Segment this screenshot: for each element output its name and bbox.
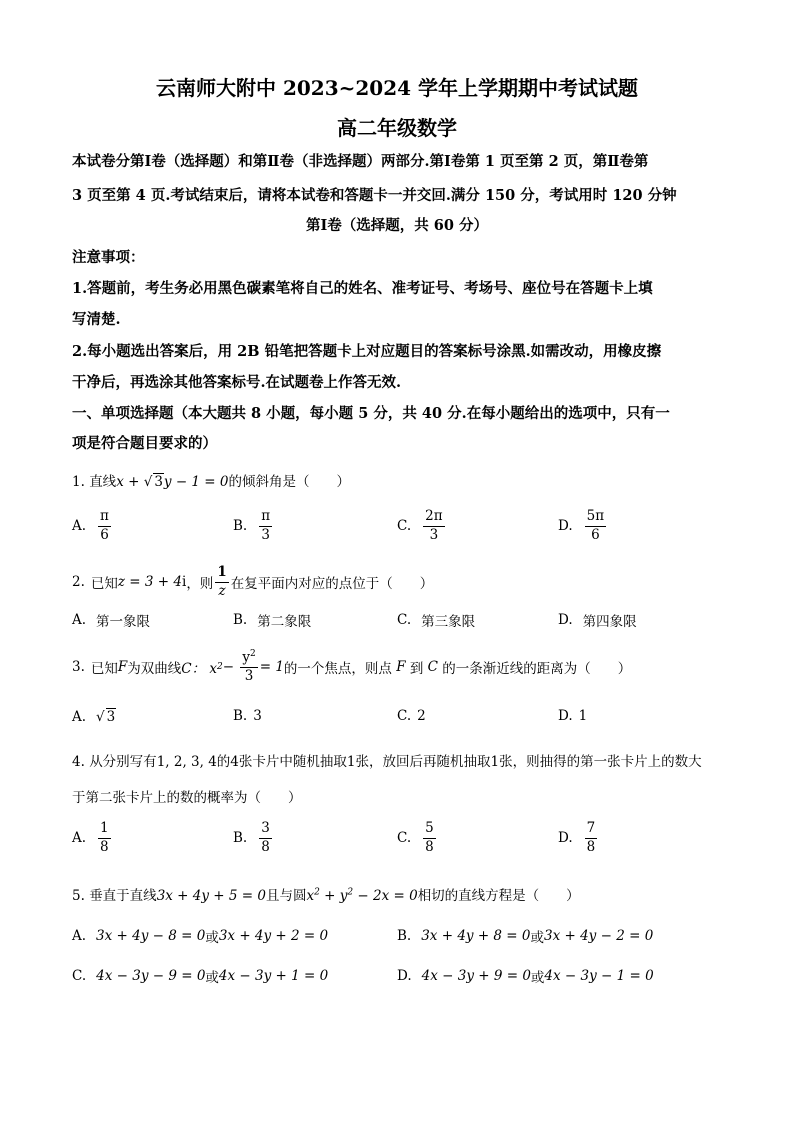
fraction: $\frac{2\pi}{3}$ — [425, 508, 443, 543]
point-F: F — [117, 658, 128, 675]
q5-option-d: D. 4x − 3y + 9 = 0 或 4x − 3y − 1 = 0 — [397, 968, 654, 986]
fraction: $\frac{3}{8}$ — [261, 820, 270, 855]
question-1-number: 1. — [72, 474, 85, 490]
q4-option-b: B. $\frac{3}{8}$ — [233, 820, 270, 855]
hyperbola-equation: C： x 2 − $\frac{y^2}{3}$ = 1 — [181, 649, 284, 684]
q3-option-c: C. 2 — [397, 708, 426, 724]
question-2-pre: 已知 — [90, 576, 118, 592]
exam-subtitle: 高二年级数学 — [337, 116, 457, 140]
question-1 — [72, 470, 350, 490]
q2-option-d: D. 第四象限 — [558, 612, 637, 630]
fraction: $\frac{7}{8}$ — [586, 820, 596, 855]
q5-option-b: B. 3x + 4y + 8 = 0 或 3x + 4y − 2 = 0 — [397, 928, 654, 946]
intro-line-2: 3 页至第 4 页.考试结束后，请将本试卷和答题卡一并交回.满分 150 分，考试用时 120 分钟 — [72, 187, 677, 204]
question-2-number: 2. — [72, 574, 85, 590]
question-5: 5. 垂直于直线3x + 4y + 5 = 0且与圆$x^2 + y^2 - 2x = 0$相切的直线方程是（ ） — [72, 887, 580, 904]
q5-option-c: C. 4x − 3y − 9 = 0 或 4x − 3y + 1 = 0 — [72, 968, 329, 986]
q4-option-c: C. $\frac{5}{8}$ — [397, 820, 434, 855]
q1-option-c: C. $\frac{2\pi}{3}$ — [397, 508, 443, 543]
question-2-mid: ，则 — [186, 576, 214, 592]
q5-option-a: A. 3x + 4y − 8 = 0 或 3x + 4y + 2 = 0 — [72, 928, 329, 946]
question-1-equation: x + √ 3y − 1 = 0 — [116, 474, 229, 490]
intro-line-1: 本试卷分第Ⅰ卷（选择题）和第Ⅱ卷（非选择题）两部分.第Ⅰ卷第 1 页至第 2 页，第Ⅱ卷第 — [72, 153, 649, 170]
question-4-line-2: 于第二张卡片上的数的概率为（ ） — [72, 790, 302, 806]
fraction: $\frac{5}{8}$ — [425, 820, 434, 855]
note-2-line-1: 2.每小题选出答案后，用 2B 铅笔把答题卡上对应题目的答案标号涂黑.如需改动，用橡皮擦 — [72, 343, 662, 360]
question-1-pre: 直线 — [89, 474, 117, 490]
section-1-line-2: 项是符合题目要求的） — [72, 435, 217, 452]
fraction: $\frac{\pi}{3}$ — [261, 508, 271, 543]
question-5-number: 5. — [72, 888, 85, 904]
question-4-line-1: 4. 从分别写有1, 2, 3, 4的4张卡片中随机抽取1张，放回后再随机抽取1张，则抽得的第一张卡片上的数大 — [72, 754, 702, 770]
note-1-line-2: 写清楚. — [72, 311, 121, 328]
q3-option-a: A. √ 3 — [72, 708, 116, 725]
q1-option-a: A. $\frac{\pi}{6}$ — [72, 508, 109, 543]
question-2-post: 在复平面内对应的点位于（ ） — [230, 576, 434, 592]
circle-equation: $x^2 + y^2 - 2x = 0$ — [306, 887, 418, 904]
fraction-one-over-z: $\frac{1}{z}$ — [217, 564, 227, 599]
fraction: $\frac{1}{8}$ — [100, 820, 109, 855]
question-2-z-def: z = 3 + 4i — [117, 574, 187, 590]
part-title: 第Ⅰ卷（选择题，共 60 分） — [305, 217, 489, 234]
question-1-post: 的倾斜角是（ ） — [228, 474, 350, 490]
question-4-number: 4. — [72, 754, 85, 770]
exam-title: 云南师大附中 2023~2024 学年上学期期中考试试题 — [155, 76, 638, 100]
q3-option-b: B. 3 — [233, 708, 262, 724]
given-line: 3x + 4y + 5 = 0 — [156, 888, 266, 904]
q2-option-b: B. 第二象限 — [233, 612, 312, 630]
q1-option-b: B. $\frac{\pi}{3}$ — [233, 508, 271, 543]
section-1-line-1: 一、单项选择题（本大题共 8 小题，每小题 5 分，共 40 分.在每小题给出的选项中，只有一 — [72, 405, 670, 422]
q1-option-d: D. $\frac{5\pi}{6}$ — [558, 508, 605, 543]
fraction: $\frac{\pi}{6}$ — [100, 508, 109, 543]
notes-heading: 注意事项： — [72, 249, 145, 266]
q4-option-d: D. $\frac{7}{8}$ — [558, 820, 596, 855]
q3-option-d: D. 1 — [558, 708, 588, 724]
q4-option-a: A. $\frac{1}{8}$ — [72, 820, 109, 855]
q2-option-c: C. 第三象限 — [397, 612, 476, 630]
question-3-number: 3. — [72, 658, 85, 675]
note-2-line-2: 干净后，再选涂其他答案标号.在试题卷上作答无效. — [72, 374, 402, 391]
question-2 — [72, 566, 433, 598]
fraction: $\frac{5\pi}{6}$ — [586, 508, 605, 543]
note-1-line-1: 1.答题前，考生务必用黑色碳素笔将自己的姓名、准考证号、考场号、座位号在答题卡上填 — [72, 280, 653, 297]
question-3: 3. 已知 F 为双曲线 C： x 2 − $\frac{y^2}{3}$ = 1 的一个焦点，则点 F 到 C 的一条渐近线的距离为（ ） — [72, 649, 632, 684]
q2-option-a: A. 第一象限 — [72, 612, 151, 630]
card-numbers: 1, 2, 3, 4 — [156, 754, 217, 770]
